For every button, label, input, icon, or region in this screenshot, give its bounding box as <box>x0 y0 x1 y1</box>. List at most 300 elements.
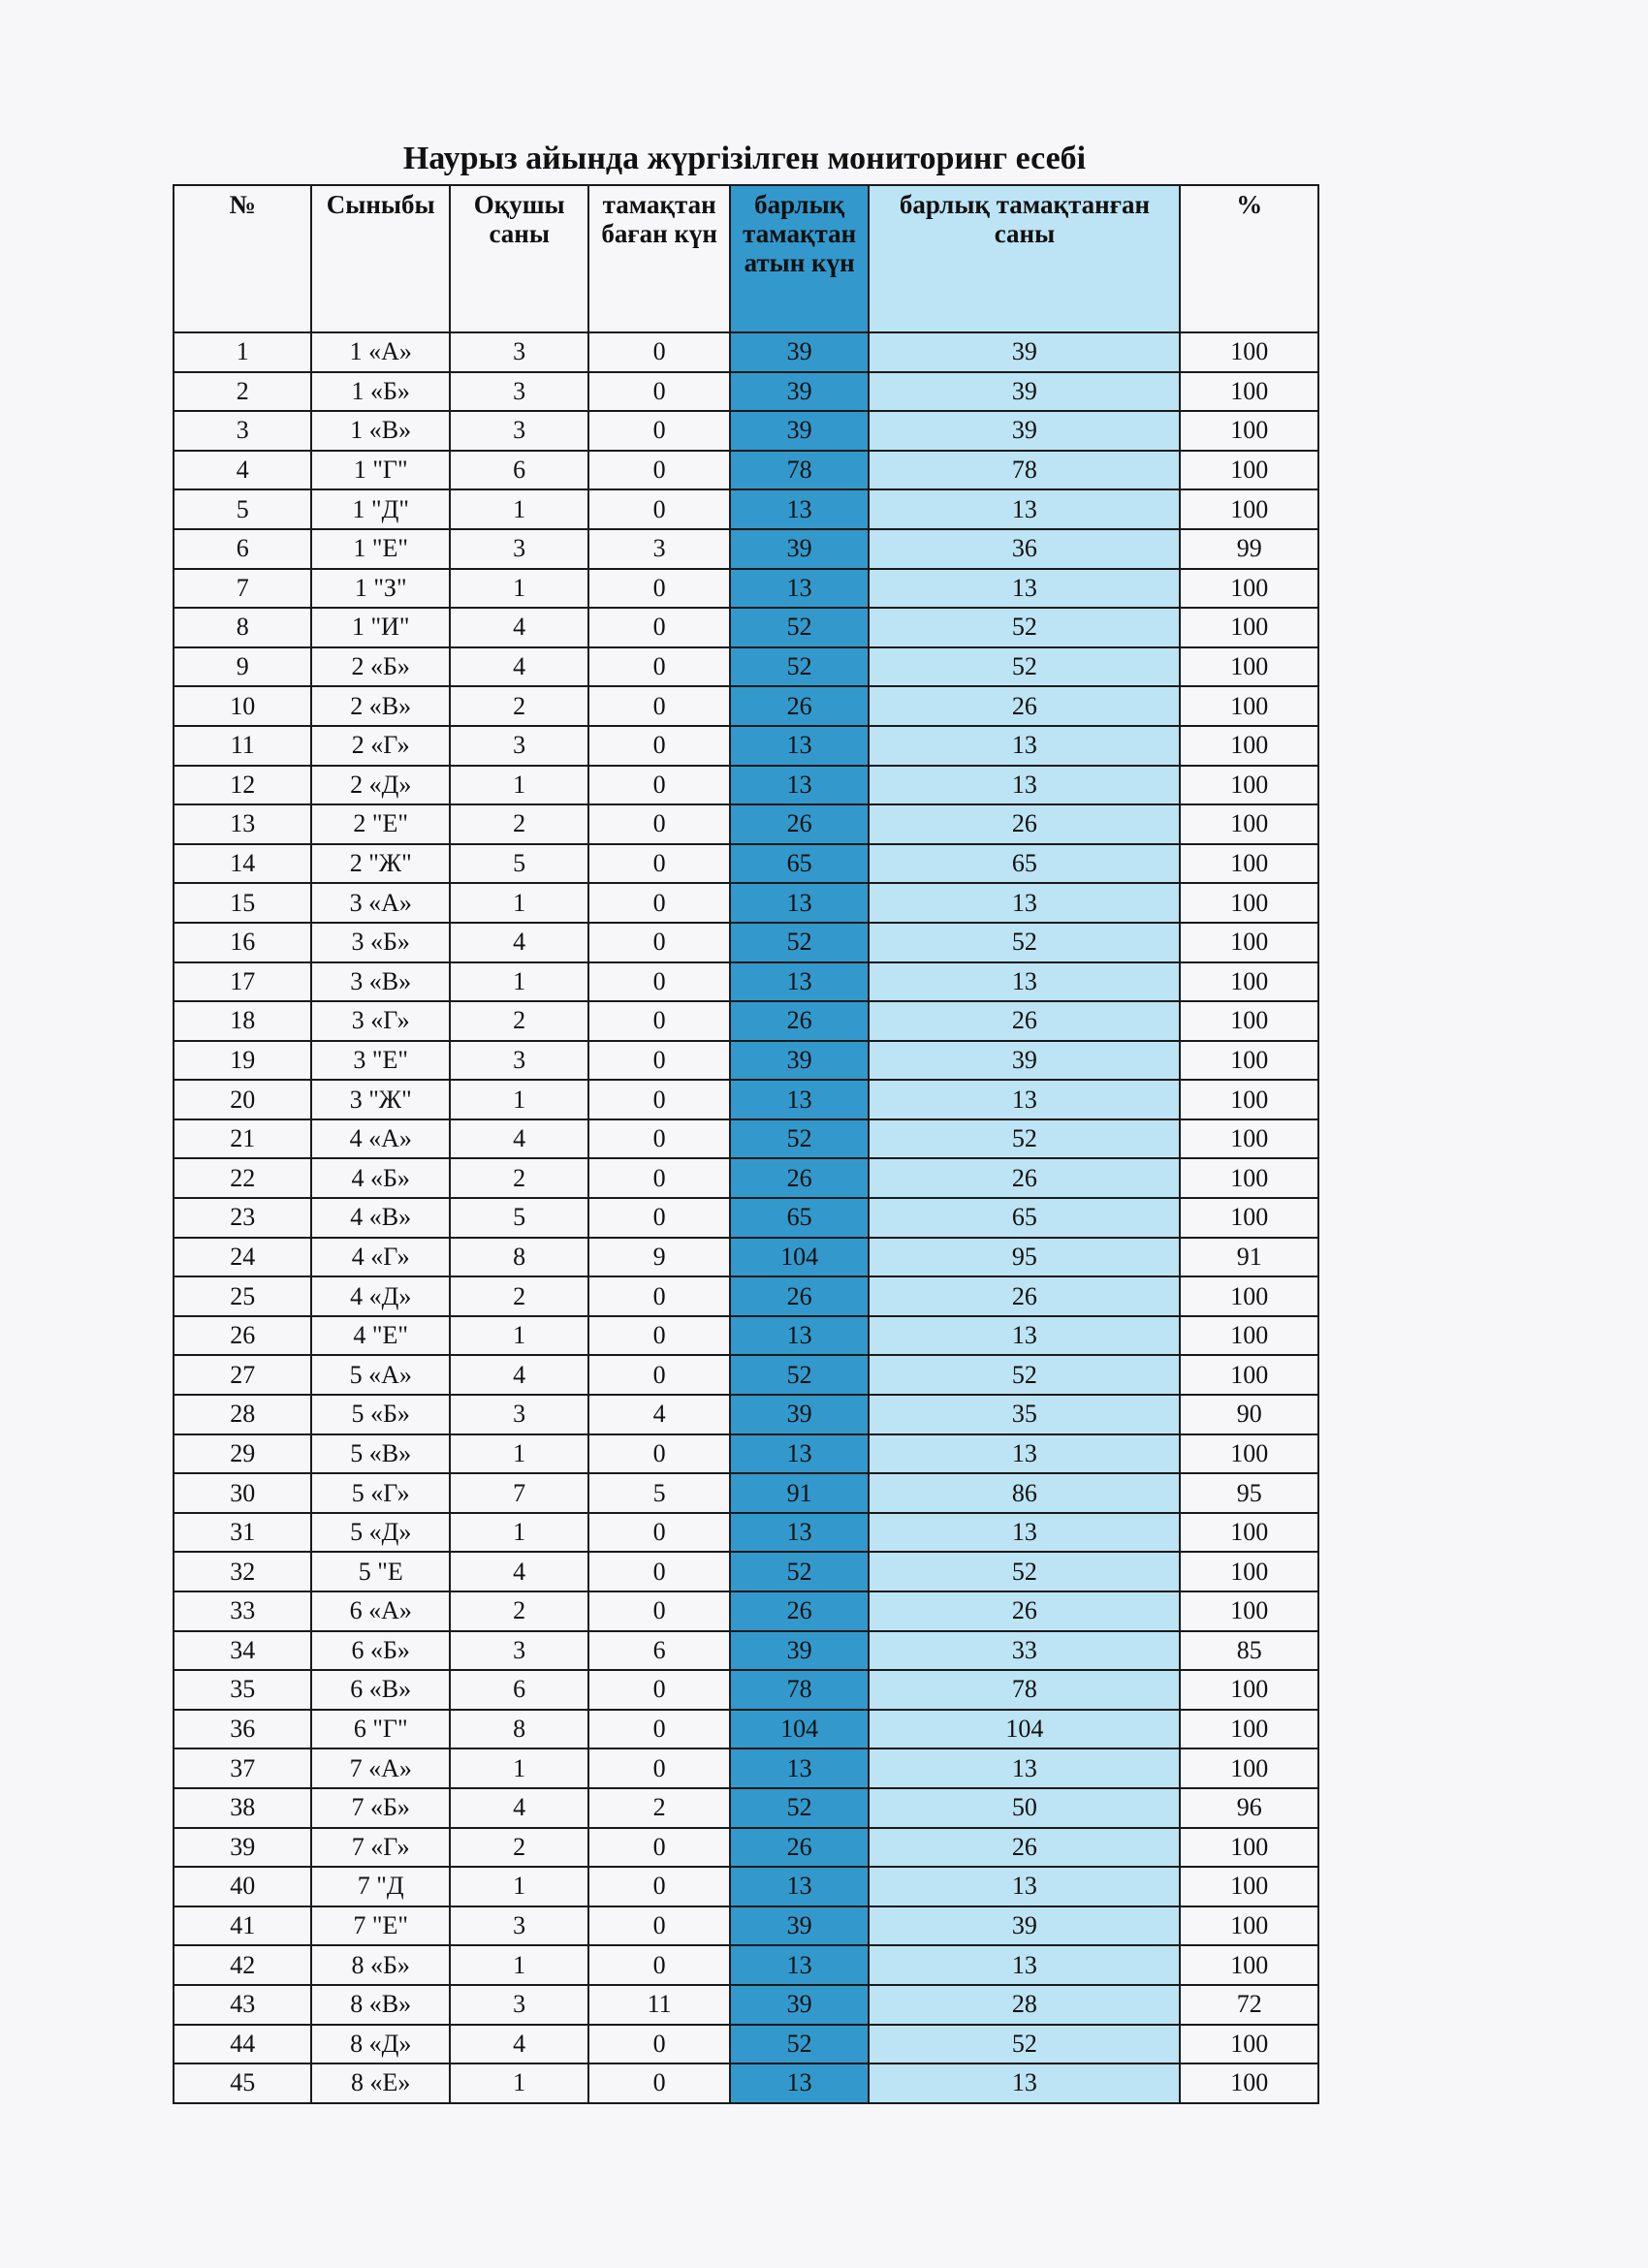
total-days: 78 <box>730 451 869 490</box>
percent: 100 <box>1180 647 1318 687</box>
student-count: 4 <box>450 608 588 647</box>
row-number: 42 <box>174 1945 311 1985</box>
percent: 100 <box>1180 1906 1318 1946</box>
percent: 100 <box>1180 332 1318 372</box>
class-name: 4 «Г» <box>311 1238 449 1277</box>
percent: 100 <box>1180 411 1318 451</box>
percent: 72 <box>1180 1985 1318 2025</box>
table-row <box>174 883 1318 923</box>
missed-days: 5 <box>588 1473 729 1513</box>
total-fed: 78 <box>869 1670 1180 1710</box>
total-fed: 65 <box>869 1198 1180 1238</box>
total-fed: 13 <box>869 1513 1180 1553</box>
total-fed: 35 <box>869 1395 1180 1434</box>
class-name: 6 "Г" <box>311 1710 449 1749</box>
total-days: 26 <box>730 686 869 726</box>
student-count: 4 <box>450 2025 588 2064</box>
class-name: 2 "Ж" <box>311 844 449 884</box>
missed-days: 0 <box>588 2063 729 2103</box>
percent: 100 <box>1180 1041 1318 1081</box>
missed-days: 0 <box>588 1670 729 1710</box>
class-name: 2 «Г» <box>311 726 449 766</box>
class-name: 7 «А» <box>311 1748 449 1788</box>
table-row <box>174 1080 1318 1119</box>
class-name: 5 «А» <box>311 1355 449 1395</box>
percent: 100 <box>1180 1355 1318 1395</box>
class-name: 1 "Г" <box>311 451 449 490</box>
class-name: 1 «А» <box>311 332 449 372</box>
row-number: 40 <box>174 1867 311 1906</box>
student-count: 1 <box>450 883 588 923</box>
total-days: 13 <box>730 1316 869 1356</box>
total-days: 13 <box>730 1748 869 1788</box>
row-number: 18 <box>174 1001 311 1041</box>
table-row <box>174 1001 1318 1041</box>
row-number: 30 <box>174 1473 311 1513</box>
table-row <box>174 1119 1318 1159</box>
missed-days: 0 <box>588 411 729 451</box>
total-fed: 52 <box>869 2025 1180 2064</box>
row-number: 32 <box>174 1552 311 1591</box>
class-name: 4 «А» <box>311 1119 449 1159</box>
student-count: 6 <box>450 451 588 490</box>
row-number: 34 <box>174 1631 311 1671</box>
class-name: 8 «Б» <box>311 1945 449 1985</box>
percent: 100 <box>1180 1710 1318 1749</box>
table-row <box>174 2063 1318 2103</box>
table-row <box>174 1513 1318 1553</box>
student-count: 4 <box>450 1788 588 1828</box>
total-fed: 39 <box>869 411 1180 451</box>
student-count: 2 <box>450 804 588 844</box>
percent: 100 <box>1180 1158 1318 1198</box>
student-count: 2 <box>450 1591 588 1631</box>
total-days: 26 <box>730 1276 869 1316</box>
class-name: 8 «В» <box>311 1985 449 2025</box>
total-fed: 50 <box>869 1788 1180 1828</box>
class-name: 7 "Д <box>311 1867 449 1906</box>
total-fed: 13 <box>869 726 1180 766</box>
class-name: 7 «Б» <box>311 1788 449 1828</box>
percent: 100 <box>1180 489 1318 529</box>
class-name: 8 «Д» <box>311 2025 449 2064</box>
row-number: 43 <box>174 1985 311 2025</box>
class-name: 1 "Д" <box>311 489 449 529</box>
table-row <box>174 726 1318 766</box>
table-row <box>174 411 1318 451</box>
row-number: 13 <box>174 804 311 844</box>
monitoring-table <box>173 184 1319 2104</box>
class-name: 1 «Б» <box>311 372 449 412</box>
total-fed: 13 <box>869 2063 1180 2103</box>
missed-days: 0 <box>588 451 729 490</box>
row-number: 7 <box>174 569 311 609</box>
header-missed-days: тамақтан баған күн <box>588 185 729 332</box>
missed-days: 6 <box>588 1631 729 1671</box>
total-days: 26 <box>730 804 869 844</box>
page-title: Наурыз айында жүргізілген мониторинг есебі <box>402 141 1087 176</box>
student-count: 5 <box>450 844 588 884</box>
table-row <box>174 1985 1318 2025</box>
total-fed: 52 <box>869 1552 1180 1591</box>
missed-days: 0 <box>588 1080 729 1119</box>
percent: 100 <box>1180 766 1318 805</box>
table-header-row <box>174 185 1318 332</box>
total-days: 91 <box>730 1473 869 1513</box>
row-number: 28 <box>174 1395 311 1434</box>
total-days: 13 <box>730 766 869 805</box>
percent: 99 <box>1180 529 1318 569</box>
row-number: 5 <box>174 489 311 529</box>
total-fed: 13 <box>869 1748 1180 1788</box>
percent: 100 <box>1180 1867 1318 1906</box>
student-count: 4 <box>450 1119 588 1159</box>
total-fed: 13 <box>869 569 1180 609</box>
total-days: 52 <box>730 608 869 647</box>
total-days: 26 <box>730 1001 869 1041</box>
missed-days: 0 <box>588 372 729 412</box>
missed-days: 0 <box>588 1867 729 1906</box>
total-fed: 26 <box>869 804 1180 844</box>
percent: 100 <box>1180 451 1318 490</box>
table-row <box>174 1631 1318 1671</box>
student-count: 8 <box>450 1710 588 1749</box>
row-number: 24 <box>174 1238 311 1277</box>
missed-days: 0 <box>588 1591 729 1631</box>
percent: 90 <box>1180 1395 1318 1434</box>
table-row <box>174 1552 1318 1591</box>
table-row <box>174 569 1318 609</box>
total-days: 26 <box>730 1828 869 1868</box>
missed-days: 0 <box>588 1710 729 1749</box>
row-number: 29 <box>174 1434 311 1474</box>
table-row <box>174 1276 1318 1316</box>
student-count: 1 <box>450 1513 588 1553</box>
row-number: 41 <box>174 1906 311 1946</box>
student-count: 2 <box>450 1158 588 1198</box>
student-count: 3 <box>450 332 588 372</box>
missed-days: 0 <box>588 1748 729 1788</box>
percent: 100 <box>1180 726 1318 766</box>
table-row <box>174 1316 1318 1356</box>
total-fed: 26 <box>869 1276 1180 1316</box>
row-number: 23 <box>174 1198 311 1238</box>
class-name: 3 "Е" <box>311 1041 449 1081</box>
row-number: 12 <box>174 766 311 805</box>
class-name: 4 «В» <box>311 1198 449 1238</box>
total-fed: 13 <box>869 883 1180 923</box>
total-fed: 36 <box>869 529 1180 569</box>
percent: 96 <box>1180 1788 1318 1828</box>
percent: 100 <box>1180 883 1318 923</box>
total-fed: 13 <box>869 1945 1180 1985</box>
row-number: 3 <box>174 411 311 451</box>
total-days: 65 <box>730 844 869 884</box>
missed-days: 0 <box>588 2025 729 2064</box>
missed-days: 0 <box>588 844 729 884</box>
total-fed: 39 <box>869 332 1180 372</box>
table-row <box>174 1828 1318 1868</box>
missed-days: 0 <box>588 1041 729 1081</box>
percent: 100 <box>1180 923 1318 962</box>
percent: 91 <box>1180 1238 1318 1277</box>
table-row <box>174 1670 1318 1710</box>
table-row <box>174 804 1318 844</box>
row-number: 2 <box>174 372 311 412</box>
total-days: 39 <box>730 411 869 451</box>
class-name: 5 «Б» <box>311 1395 449 1434</box>
table-body <box>174 332 1318 2103</box>
student-count: 4 <box>450 923 588 962</box>
missed-days: 0 <box>588 726 729 766</box>
table-row <box>174 962 1318 1002</box>
percent: 100 <box>1180 2025 1318 2064</box>
total-days: 13 <box>730 726 869 766</box>
class-name: 1 «В» <box>311 411 449 451</box>
missed-days: 0 <box>588 1355 729 1395</box>
total-fed: 104 <box>869 1710 1180 1749</box>
total-fed: 13 <box>869 766 1180 805</box>
total-fed: 26 <box>869 1828 1180 1868</box>
total-fed: 52 <box>869 1119 1180 1159</box>
percent: 100 <box>1180 1552 1318 1591</box>
class-name: 7 «Г» <box>311 1828 449 1868</box>
class-name: 7 "Е" <box>311 1906 449 1946</box>
total-days: 13 <box>730 489 869 529</box>
percent: 100 <box>1180 1945 1318 1985</box>
row-number: 27 <box>174 1355 311 1395</box>
row-number: 26 <box>174 1316 311 1356</box>
percent: 100 <box>1180 844 1318 884</box>
total-fed: 65 <box>869 844 1180 884</box>
total-fed: 13 <box>869 489 1180 529</box>
total-days: 39 <box>730 332 869 372</box>
total-fed: 13 <box>869 1434 1180 1474</box>
class-name: 6 «Б» <box>311 1631 449 1671</box>
total-days: 26 <box>730 1591 869 1631</box>
total-days: 13 <box>730 1945 869 1985</box>
total-days: 13 <box>730 962 869 1002</box>
percent: 100 <box>1180 1001 1318 1041</box>
row-number: 6 <box>174 529 311 569</box>
class-name: 8 «Е» <box>311 2063 449 2103</box>
missed-days: 0 <box>588 962 729 1002</box>
missed-days: 0 <box>588 686 729 726</box>
student-count: 3 <box>450 1041 588 1081</box>
row-number: 8 <box>174 608 311 647</box>
row-number: 16 <box>174 923 311 962</box>
row-number: 4 <box>174 451 311 490</box>
percent: 100 <box>1180 1198 1318 1238</box>
total-fed: 52 <box>869 1355 1180 1395</box>
table-row <box>174 1355 1318 1395</box>
total-fed: 95 <box>869 1238 1180 1277</box>
class-name: 3 «Б» <box>311 923 449 962</box>
table-row <box>174 844 1318 884</box>
total-days: 13 <box>730 2063 869 2103</box>
table-row <box>174 1710 1318 1749</box>
row-number: 11 <box>174 726 311 766</box>
row-number: 35 <box>174 1670 311 1710</box>
row-number: 1 <box>174 332 311 372</box>
total-fed: 86 <box>869 1473 1180 1513</box>
class-name: 1 "Е" <box>311 529 449 569</box>
class-name: 2 "Е" <box>311 804 449 844</box>
total-fed: 26 <box>869 1591 1180 1631</box>
missed-days: 0 <box>588 1276 729 1316</box>
total-days: 52 <box>730 647 869 687</box>
student-count: 2 <box>450 1828 588 1868</box>
missed-days: 0 <box>588 923 729 962</box>
missed-days: 0 <box>588 1945 729 1985</box>
total-days: 39 <box>730 1985 869 2025</box>
student-count: 1 <box>450 766 588 805</box>
missed-days: 3 <box>588 529 729 569</box>
table-row <box>174 1867 1318 1906</box>
class-name: 3 «А» <box>311 883 449 923</box>
total-fed: 26 <box>869 686 1180 726</box>
percent: 100 <box>1180 962 1318 1002</box>
missed-days: 0 <box>588 1828 729 1868</box>
student-count: 3 <box>450 372 588 412</box>
table-row <box>174 686 1318 726</box>
class-name: 5 «Г» <box>311 1473 449 1513</box>
total-days: 39 <box>730 1906 869 1946</box>
missed-days: 0 <box>588 332 729 372</box>
total-fed: 13 <box>869 1867 1180 1906</box>
header-total-fed: барлық тамақтанған саны <box>869 185 1180 332</box>
student-count: 4 <box>450 1552 588 1591</box>
missed-days: 0 <box>588 766 729 805</box>
percent: 100 <box>1180 2063 1318 2103</box>
row-number: 19 <box>174 1041 311 1081</box>
total-fed: 39 <box>869 1906 1180 1946</box>
missed-days: 0 <box>588 1513 729 1553</box>
student-count: 3 <box>450 1906 588 1946</box>
table-row <box>174 923 1318 962</box>
table-row <box>174 766 1318 805</box>
missed-days: 0 <box>588 1001 729 1041</box>
total-fed: 26 <box>869 1158 1180 1198</box>
percent: 100 <box>1180 1591 1318 1631</box>
percent: 100 <box>1180 1119 1318 1159</box>
percent: 100 <box>1180 1276 1318 1316</box>
missed-days: 0 <box>588 489 729 529</box>
student-count: 1 <box>450 569 588 609</box>
student-count: 4 <box>450 1355 588 1395</box>
total-fed: 39 <box>869 372 1180 412</box>
table-row <box>174 1198 1318 1238</box>
table-row <box>174 1788 1318 1828</box>
table-row <box>174 489 1318 529</box>
class-name: 3 «Г» <box>311 1001 449 1041</box>
row-number: 15 <box>174 883 311 923</box>
table-row <box>174 372 1318 412</box>
class-name: 2 «Б» <box>311 647 449 687</box>
missed-days: 0 <box>588 883 729 923</box>
table-row <box>174 451 1318 490</box>
percent: 100 <box>1180 1748 1318 1788</box>
missed-days: 2 <box>588 1788 729 1828</box>
total-days: 104 <box>730 1710 869 1749</box>
student-count: 3 <box>450 1395 588 1434</box>
missed-days: 0 <box>588 1552 729 1591</box>
row-number: 25 <box>174 1276 311 1316</box>
student-count: 1 <box>450 1434 588 1474</box>
row-number: 36 <box>174 1710 311 1749</box>
class-name: 4 «Б» <box>311 1158 449 1198</box>
percent: 95 <box>1180 1473 1318 1513</box>
missed-days: 0 <box>588 608 729 647</box>
total-days: 52 <box>730 923 869 962</box>
missed-days: 4 <box>588 1395 729 1434</box>
student-count: 2 <box>450 1276 588 1316</box>
class-name: 6 «В» <box>311 1670 449 1710</box>
class-name: 2 «Д» <box>311 766 449 805</box>
row-number: 38 <box>174 1788 311 1828</box>
missed-days: 0 <box>588 1119 729 1159</box>
row-number: 37 <box>174 1748 311 1788</box>
percent: 85 <box>1180 1631 1318 1671</box>
total-fed: 39 <box>869 1041 1180 1081</box>
class-name: 6 «А» <box>311 1591 449 1631</box>
percent: 100 <box>1180 804 1318 844</box>
row-number: 21 <box>174 1119 311 1159</box>
header-no: № <box>174 185 311 332</box>
table-row <box>174 529 1318 569</box>
student-count: 1 <box>450 1748 588 1788</box>
percent: 100 <box>1180 569 1318 609</box>
table-row <box>174 1906 1318 1946</box>
missed-days: 11 <box>588 1985 729 2025</box>
table-row <box>174 1041 1318 1081</box>
class-name: 4 «Д» <box>311 1276 449 1316</box>
student-count: 5 <box>450 1198 588 1238</box>
table-row <box>174 332 1318 372</box>
total-fed: 52 <box>869 647 1180 687</box>
percent: 100 <box>1180 1670 1318 1710</box>
total-days: 78 <box>730 1670 869 1710</box>
total-days: 52 <box>730 1355 869 1395</box>
row-number: 31 <box>174 1513 311 1553</box>
table-row <box>174 608 1318 647</box>
header-total-days: барлық тамақтан атын күн <box>730 185 869 332</box>
class-name: 1 "И" <box>311 608 449 647</box>
header-class: Сыныбы <box>311 185 449 332</box>
class-name: 5 «В» <box>311 1434 449 1474</box>
total-days: 13 <box>730 1434 869 1474</box>
row-number: 39 <box>174 1828 311 1868</box>
total-fed: 13 <box>869 1316 1180 1356</box>
missed-days: 9 <box>588 1238 729 1277</box>
class-name: 1 "З" <box>311 569 449 609</box>
total-fed: 26 <box>869 1001 1180 1041</box>
student-count: 2 <box>450 1001 588 1041</box>
student-count: 2 <box>450 686 588 726</box>
student-count: 3 <box>450 1631 588 1671</box>
student-count: 3 <box>450 1985 588 2025</box>
percent: 100 <box>1180 608 1318 647</box>
table-row <box>174 1395 1318 1434</box>
total-days: 39 <box>730 1041 869 1081</box>
missed-days: 0 <box>588 1434 729 1474</box>
total-days: 26 <box>730 1158 869 1198</box>
student-count: 3 <box>450 726 588 766</box>
total-days: 52 <box>730 1119 869 1159</box>
total-days: 52 <box>730 2025 869 2064</box>
table-row <box>174 1748 1318 1788</box>
row-number: 33 <box>174 1591 311 1631</box>
